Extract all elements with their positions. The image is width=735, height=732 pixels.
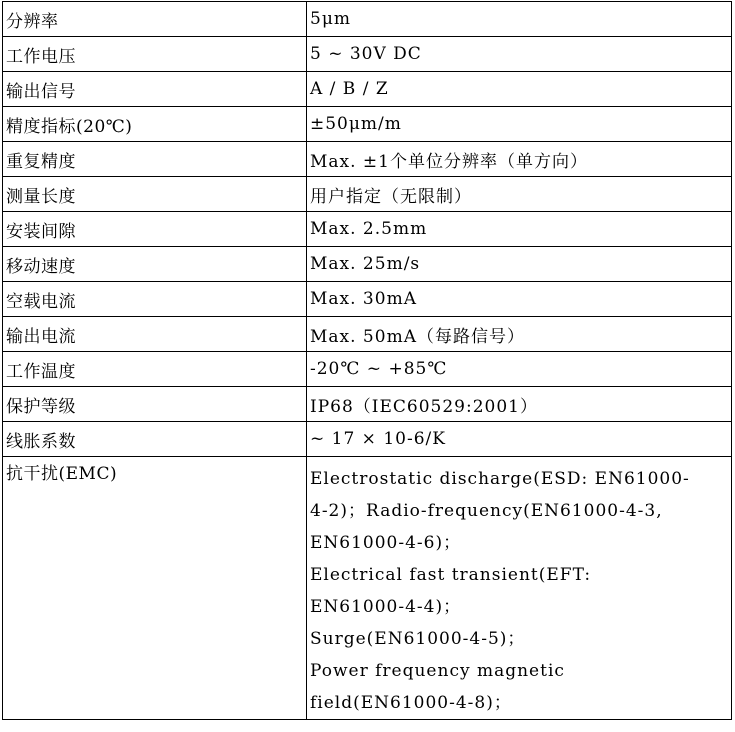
emc-line: Power frequency magnetic	[310, 661, 565, 681]
row-label: 精度指标(20℃)	[3, 107, 307, 142]
row-value: Max. ±1个单位分辨率（单方向）	[307, 142, 732, 177]
row-label: 输出电流	[3, 317, 307, 352]
table-row	[3, 177, 732, 212]
row-value: -20℃ ~ +85℃	[307, 352, 732, 387]
table-row	[3, 317, 732, 352]
row-label: 重复精度	[3, 142, 307, 177]
table-row	[3, 142, 732, 177]
row-value: IP68（IEC60529:2001）	[307, 387, 732, 422]
table-row	[3, 352, 732, 387]
row-value: 用户指定（无限制）	[307, 177, 732, 212]
emc-line: Electrostatic discharge(ESD: EN61000-	[310, 469, 690, 489]
row-label: 线胀系数	[3, 422, 307, 457]
table-row	[3, 72, 732, 107]
table-row	[3, 107, 732, 142]
row-label: 工作温度	[3, 352, 307, 387]
spec-table	[2, 1, 732, 720]
row-value: Max. 2.5mm	[307, 212, 732, 247]
emc-line: EN61000-4-6)；	[310, 533, 462, 553]
row-value: ~ 17 × 10-6/K	[307, 422, 732, 457]
table-row	[3, 2, 732, 37]
row-label: 安装间隙	[3, 212, 307, 247]
row-value: ±50μm/m	[307, 107, 732, 142]
row-label: 测量长度	[3, 177, 307, 212]
table-row	[3, 212, 732, 247]
row-label: 移动速度	[3, 247, 307, 282]
emc-line: EN61000-4-4)；	[310, 597, 462, 617]
table-row	[3, 282, 732, 317]
emc-value	[307, 457, 732, 720]
emc-line: Electrical fast transient(EFT:	[310, 565, 592, 585]
emc-line: Surge(EN61000-4-5)；	[310, 629, 526, 649]
row-value: Max. 25m/s	[307, 247, 732, 282]
emc-label: 抗干扰(EMC)	[3, 457, 307, 720]
row-value: Max. 30mA	[307, 282, 732, 317]
emc-line: 4-2)；Radio-frequency(EN61000-4-3,	[310, 501, 663, 521]
table-row	[3, 387, 732, 422]
table-row	[3, 247, 732, 282]
row-value: 5 ~ 30V DC	[307, 37, 732, 72]
row-value: Max. 50mA（每路信号）	[307, 317, 732, 352]
row-label: 分辨率	[3, 2, 307, 37]
row-label: 输出信号	[3, 72, 307, 107]
row-value: A / B / Z	[307, 72, 732, 107]
emc-line: field(EN61000-4-8)；	[310, 693, 512, 713]
table-row	[3, 422, 732, 457]
row-label: 保护等级	[3, 387, 307, 422]
table-row-emc	[3, 457, 732, 720]
table-row	[3, 37, 732, 72]
row-label: 工作电压	[3, 37, 307, 72]
row-value: 5μm	[307, 2, 732, 37]
row-label: 空载电流	[3, 282, 307, 317]
